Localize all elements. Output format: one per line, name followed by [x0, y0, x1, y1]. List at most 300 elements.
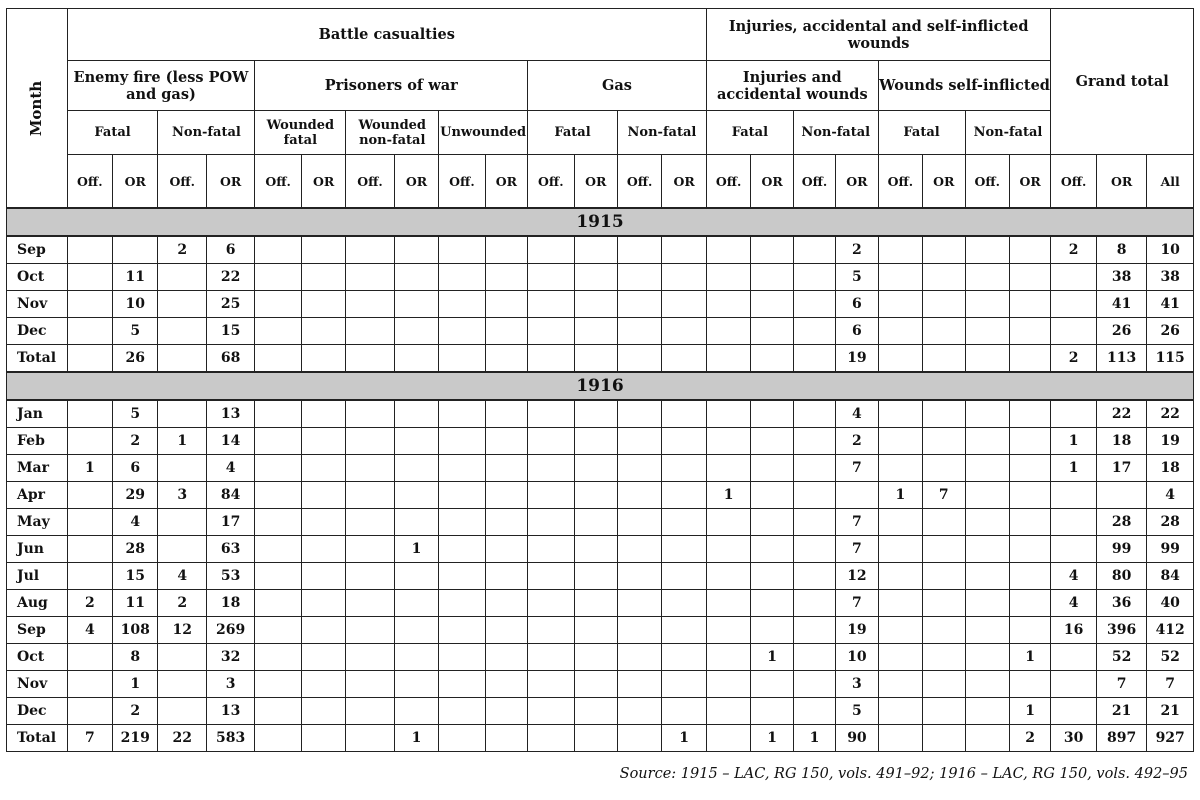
table-cell — [878, 318, 922, 345]
table-cell — [878, 698, 922, 725]
table-cell: 4 — [1051, 563, 1096, 590]
table-cell — [485, 590, 527, 617]
table-cell — [346, 482, 394, 509]
table-cell — [751, 400, 793, 428]
table-cell — [617, 345, 661, 373]
gas-fatal-header: Fatal — [528, 111, 618, 155]
table-cell: 15 — [113, 563, 158, 590]
table-cell: 10 — [113, 291, 158, 318]
table-cell: 4 — [67, 617, 112, 644]
table-cell — [67, 264, 112, 291]
table-cell: 21 — [1096, 698, 1147, 725]
table-cell — [1009, 536, 1050, 563]
table-cell — [439, 563, 485, 590]
table-cell — [346, 400, 394, 428]
table-cell — [439, 318, 485, 345]
table-cell: 21 — [1147, 698, 1194, 725]
table-row — [7, 264, 1194, 291]
table-cell: 4 — [1051, 590, 1096, 617]
self-non-fatal-header: Non-fatal — [965, 111, 1051, 155]
table-cell — [301, 455, 345, 482]
month-cell: Nov — [7, 671, 68, 698]
table-cell: 36 — [1096, 590, 1147, 617]
table-cell — [255, 563, 301, 590]
table-cell — [394, 482, 438, 509]
table-cell — [751, 671, 793, 698]
table-cell — [965, 725, 1009, 752]
table-row — [7, 482, 1194, 509]
table-cell: 11 — [113, 264, 158, 291]
table-cell: 115 — [1147, 345, 1194, 373]
table-cell — [439, 455, 485, 482]
table-cell — [923, 698, 965, 725]
table-cell — [574, 698, 617, 725]
table-cell: 5 — [113, 400, 158, 428]
table-cell — [346, 345, 394, 373]
table-cell: 25 — [206, 291, 254, 318]
table-cell — [346, 428, 394, 455]
table-cell — [67, 563, 112, 590]
table-cell: 219 — [113, 725, 158, 752]
table-cell: 7 — [1147, 671, 1194, 698]
table-cell: 1 — [706, 482, 750, 509]
table-cell — [394, 698, 438, 725]
table-cell — [528, 644, 574, 671]
table-cell — [346, 590, 394, 617]
table-cell: 412 — [1147, 617, 1194, 644]
officers-column-header: Off. — [617, 155, 661, 209]
month-cell: Sep — [7, 617, 68, 644]
table-cell: 28 — [1096, 509, 1147, 536]
table-cell — [394, 590, 438, 617]
table-cell — [1051, 291, 1096, 318]
table-cell — [394, 644, 438, 671]
table-cell — [346, 509, 394, 536]
table-cell — [255, 509, 301, 536]
officers-column-header: Off. — [528, 155, 574, 209]
table-cell — [878, 428, 922, 455]
table-cell: 2 — [158, 590, 206, 617]
table-cell — [439, 671, 485, 698]
enemy-fatal-header: Fatal — [67, 111, 158, 155]
table-cell — [878, 236, 922, 264]
table-cell: 52 — [1147, 644, 1194, 671]
table-cell: 28 — [1147, 509, 1194, 536]
table-cell — [923, 345, 965, 373]
table-cell: 26 — [113, 345, 158, 373]
table-cell: 13 — [206, 400, 254, 428]
table-cell — [617, 482, 661, 509]
table-cell — [617, 400, 661, 428]
month-cell: Total — [7, 725, 68, 752]
table-cell — [923, 264, 965, 291]
year-section-row — [7, 372, 1194, 400]
table-row — [7, 400, 1194, 428]
table-cell — [394, 236, 438, 264]
table-cell — [1009, 264, 1050, 291]
table-cell — [1009, 318, 1050, 345]
year-label: 1916 — [7, 372, 1194, 400]
table-cell: 1 — [1051, 455, 1096, 482]
injuries-group-header: Injuries, accidental and self-inflicted wounds — [706, 9, 1050, 61]
table-cell: 7 — [1096, 671, 1147, 698]
table-cell: 52 — [1096, 644, 1147, 671]
table-cell: 13 — [206, 698, 254, 725]
table-cell — [255, 455, 301, 482]
table-cell — [528, 318, 574, 345]
table-cell — [662, 644, 707, 671]
pow-wounded-non-fatal-header: Wounded non-fatal — [346, 111, 439, 155]
table-cell — [793, 617, 835, 644]
table-row — [7, 236, 1194, 264]
table-cell — [1051, 264, 1096, 291]
table-cell — [617, 236, 661, 264]
table-cell — [528, 428, 574, 455]
table-cell: 1 — [878, 482, 922, 509]
table-cell — [67, 509, 112, 536]
table-cell — [485, 318, 527, 345]
table-cell — [965, 536, 1009, 563]
table-cell — [301, 291, 345, 318]
table-cell — [439, 509, 485, 536]
table-cell: 4 — [1147, 482, 1194, 509]
table-cell — [301, 536, 345, 563]
table-cell — [255, 345, 301, 373]
table-cell — [574, 563, 617, 590]
table-cell: 396 — [1096, 617, 1147, 644]
table-cell: 4 — [836, 400, 878, 428]
self-fatal-header: Fatal — [878, 111, 965, 155]
table-cell: 68 — [206, 345, 254, 373]
officers-column-header: Off. — [158, 155, 206, 209]
table-cell — [1009, 590, 1050, 617]
table-cell — [67, 291, 112, 318]
table-cell — [439, 725, 485, 752]
table-cell — [301, 509, 345, 536]
table-cell — [878, 671, 922, 698]
table-cell — [394, 345, 438, 373]
table-cell — [1096, 482, 1147, 509]
table-cell — [394, 563, 438, 590]
table-cell — [751, 236, 793, 264]
table-cell: 22 — [1096, 400, 1147, 428]
table-cell — [706, 236, 750, 264]
table-cell — [617, 644, 661, 671]
table-cell — [301, 236, 345, 264]
table-cell — [923, 536, 965, 563]
total-row — [7, 345, 1194, 373]
table-cell: 19 — [836, 617, 878, 644]
table-row — [7, 698, 1194, 725]
table-cell — [485, 482, 527, 509]
table-cell — [662, 236, 707, 264]
table-cell: 1 — [394, 536, 438, 563]
table-cell — [67, 698, 112, 725]
table-cell — [528, 455, 574, 482]
table-cell — [923, 725, 965, 752]
table-cell — [485, 428, 527, 455]
table-cell — [662, 291, 707, 318]
table-cell — [394, 617, 438, 644]
casualty-table-container — [6, 8, 1194, 752]
month-cell: Jan — [7, 400, 68, 428]
month-cell: Nov — [7, 291, 68, 318]
table-cell — [439, 698, 485, 725]
table-cell — [574, 345, 617, 373]
month-cell: Jun — [7, 536, 68, 563]
table-cell: 38 — [1096, 264, 1147, 291]
table-cell — [662, 563, 707, 590]
table-cell — [617, 617, 661, 644]
table-cell — [394, 509, 438, 536]
table-cell: 18 — [1147, 455, 1194, 482]
table-cell: 26 — [1147, 318, 1194, 345]
table-cell — [255, 536, 301, 563]
table-cell — [662, 400, 707, 428]
table-cell — [617, 428, 661, 455]
table-cell — [574, 455, 617, 482]
table-cell — [528, 725, 574, 752]
table-cell: 583 — [206, 725, 254, 752]
table-cell — [301, 644, 345, 671]
table-cell: 32 — [206, 644, 254, 671]
table-cell — [67, 671, 112, 698]
table-cell — [528, 482, 574, 509]
month-cell: Dec — [7, 318, 68, 345]
table-cell — [1009, 400, 1050, 428]
table-cell: 40 — [1147, 590, 1194, 617]
total-row — [7, 725, 1194, 752]
table-cell — [662, 345, 707, 373]
table-cell — [706, 509, 750, 536]
officers-column-header: Off. — [793, 155, 835, 209]
table-cell — [836, 482, 878, 509]
table-cell — [662, 482, 707, 509]
table-cell — [793, 455, 835, 482]
year-section-row — [7, 208, 1194, 236]
table-cell — [158, 291, 206, 318]
battle-casualties-header: Battle casualties — [67, 9, 706, 61]
table-cell — [793, 563, 835, 590]
table-cell — [528, 698, 574, 725]
table-cell — [528, 400, 574, 428]
table-cell — [617, 509, 661, 536]
table-cell — [301, 590, 345, 617]
table-cell — [1051, 318, 1096, 345]
officers-column-header: Off. — [255, 155, 301, 209]
table-cell — [485, 291, 527, 318]
table-cell: 10 — [836, 644, 878, 671]
table-cell — [923, 509, 965, 536]
table-cell — [1009, 509, 1050, 536]
table-cell: 22 — [1147, 400, 1194, 428]
table-cell — [485, 236, 527, 264]
table-cell — [485, 617, 527, 644]
table-cell: 108 — [113, 617, 158, 644]
table-cell — [965, 455, 1009, 482]
month-cell: Sep — [7, 236, 68, 264]
table-cell: 30 — [1051, 725, 1096, 752]
grand-total-officers-header: Off. — [1051, 155, 1096, 209]
table-cell — [1009, 455, 1050, 482]
table-cell — [574, 644, 617, 671]
table-cell — [751, 509, 793, 536]
table-cell — [255, 644, 301, 671]
table-cell — [439, 536, 485, 563]
table-cell — [706, 428, 750, 455]
table-cell — [158, 318, 206, 345]
table-cell — [617, 455, 661, 482]
officers-column-header: Off. — [878, 155, 922, 209]
table-cell — [1051, 698, 1096, 725]
table-cell: 17 — [206, 509, 254, 536]
table-row — [7, 428, 1194, 455]
table-cell — [751, 563, 793, 590]
other-ranks-column-header: OR — [1009, 155, 1050, 209]
table-cell — [67, 482, 112, 509]
table-cell — [528, 617, 574, 644]
table-cell — [1051, 482, 1096, 509]
table-cell — [878, 264, 922, 291]
table-cell — [965, 264, 1009, 291]
table-cell — [662, 536, 707, 563]
table-cell — [1009, 291, 1050, 318]
table-cell — [662, 617, 707, 644]
table-cell — [574, 264, 617, 291]
table-cell: 2 — [67, 590, 112, 617]
table-cell — [662, 590, 707, 617]
table-cell — [439, 400, 485, 428]
table-cell — [301, 617, 345, 644]
table-cell: 8 — [1096, 236, 1147, 264]
table-cell: 38 — [1147, 264, 1194, 291]
other-ranks-column-header: OR — [113, 155, 158, 209]
table-cell — [528, 590, 574, 617]
table-cell: 4 — [206, 455, 254, 482]
table-cell — [923, 671, 965, 698]
table-cell: 18 — [206, 590, 254, 617]
table-cell — [662, 509, 707, 536]
table-cell — [439, 291, 485, 318]
table-cell — [528, 291, 574, 318]
table-cell — [706, 400, 750, 428]
table-cell: 22 — [158, 725, 206, 752]
table-cell — [617, 725, 661, 752]
table-cell — [301, 671, 345, 698]
table-cell — [394, 291, 438, 318]
table-cell: 1 — [1051, 428, 1096, 455]
table-cell — [528, 236, 574, 264]
table-cell — [965, 590, 1009, 617]
table-cell — [158, 671, 206, 698]
table-row — [7, 536, 1194, 563]
table-cell: 7 — [836, 536, 878, 563]
table-cell — [439, 644, 485, 671]
table-cell — [793, 671, 835, 698]
table-cell — [965, 698, 1009, 725]
table-cell — [965, 509, 1009, 536]
table-cell — [878, 455, 922, 482]
enemy-fire-header: Enemy fire (less POW and gas) — [67, 61, 255, 111]
table-cell — [394, 671, 438, 698]
table-cell — [346, 536, 394, 563]
table-cell — [301, 345, 345, 373]
table-cell — [923, 455, 965, 482]
table-cell — [255, 400, 301, 428]
table-cell — [923, 236, 965, 264]
table-cell: 19 — [1147, 428, 1194, 455]
table-cell — [439, 590, 485, 617]
gas-header: Gas — [528, 61, 707, 111]
table-cell — [158, 644, 206, 671]
other-ranks-column-header: OR — [206, 155, 254, 209]
table-cell — [485, 509, 527, 536]
table-cell — [706, 291, 750, 318]
table-cell — [793, 236, 835, 264]
month-cell: Oct — [7, 644, 68, 671]
table-cell: 12 — [158, 617, 206, 644]
table-cell: 897 — [1096, 725, 1147, 752]
table-cell: 90 — [836, 725, 878, 752]
table-cell — [965, 291, 1009, 318]
table-cell — [574, 236, 617, 264]
table-cell — [439, 428, 485, 455]
table-cell — [878, 644, 922, 671]
table-cell — [255, 671, 301, 698]
table-cell — [923, 644, 965, 671]
unit-header-row — [7, 155, 1194, 209]
grand-total-other-ranks-header: OR — [1096, 155, 1147, 209]
table-cell: 29 — [113, 482, 158, 509]
table-cell — [394, 400, 438, 428]
table-cell — [574, 671, 617, 698]
table-row — [7, 318, 1194, 345]
table-cell — [485, 563, 527, 590]
table-cell: 84 — [1147, 563, 1194, 590]
table-cell: 1 — [662, 725, 707, 752]
table-cell: 11 — [113, 590, 158, 617]
table-cell: 10 — [1147, 236, 1194, 264]
table-cell — [965, 617, 1009, 644]
table-cell — [662, 264, 707, 291]
month-cell: Oct — [7, 264, 68, 291]
table-cell — [923, 563, 965, 590]
month-cell: Jul — [7, 563, 68, 590]
table-cell: 269 — [206, 617, 254, 644]
table-cell — [574, 400, 617, 428]
casualty-table — [6, 8, 1194, 752]
table-cell — [67, 236, 112, 264]
table-cell — [485, 725, 527, 752]
table-cell — [878, 291, 922, 318]
table-cell: 14 — [206, 428, 254, 455]
table-cell: 53 — [206, 563, 254, 590]
table-cell — [574, 428, 617, 455]
table-cell — [793, 345, 835, 373]
month-cell: Apr — [7, 482, 68, 509]
table-cell — [751, 482, 793, 509]
table-cell: 6 — [836, 291, 878, 318]
table-cell: 7 — [836, 590, 878, 617]
table-cell — [878, 617, 922, 644]
month-cell: May — [7, 509, 68, 536]
table-cell — [706, 318, 750, 345]
injuries-non-fatal-header: Non-fatal — [793, 111, 878, 155]
table-cell — [751, 428, 793, 455]
table-cell — [617, 698, 661, 725]
table-cell — [793, 428, 835, 455]
table-cell: 6 — [836, 318, 878, 345]
